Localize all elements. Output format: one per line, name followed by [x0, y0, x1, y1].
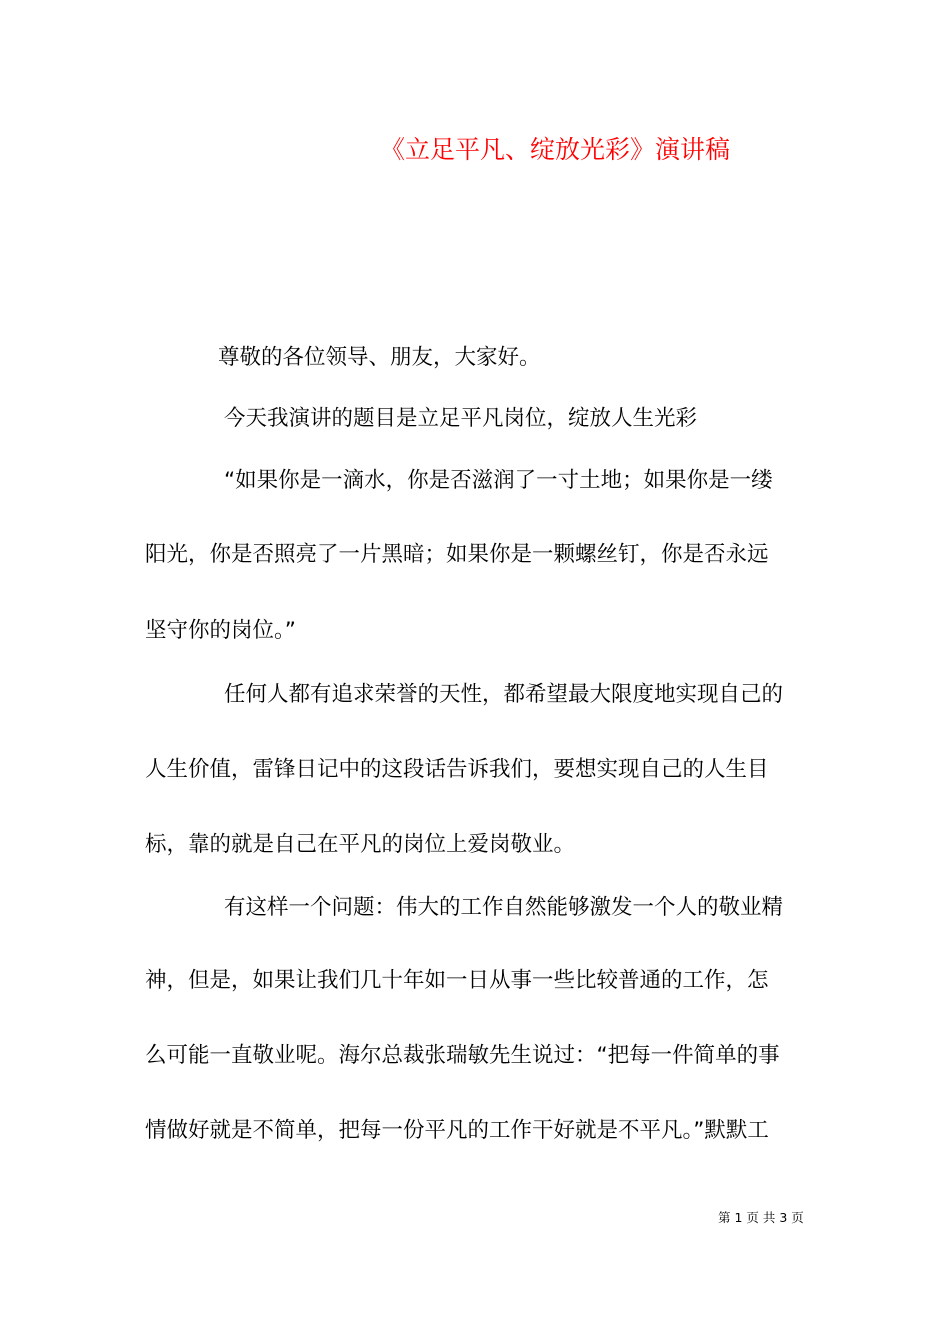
body-text-line: 情做好就是不简单，把每一份平凡的工作干好就是不平凡。”默默工 [145, 1118, 769, 1143]
document-title: 《立足平凡、绽放光彩》演讲稿 [379, 135, 730, 164]
body-text-line: 坚守你的岗位。” [145, 618, 296, 643]
body-text-line: 人生价值，雷锋日记中的这段话告诉我们，要想实现自己的人生目 [145, 757, 769, 782]
body-text-line: “如果你是一滴水，你是否滋润了一寸土地；如果你是一缕 [224, 468, 773, 493]
body-text-line: 标，靠的就是自己在平凡的岗位上爱岗敬业。 [145, 832, 576, 857]
body-text-line: 阳光，你是否照亮了一片黑暗；如果你是一颗螺丝钉，你是否永远 [145, 542, 769, 567]
topic-line: 今天我演讲的题目是立足平凡岗位，绽放人生光彩 [224, 406, 698, 431]
greeting-line: 尊敬的各位领导、朋友，大家好。 [218, 345, 541, 370]
page-number-footer: 第 1 页 共 3 页 [718, 1210, 804, 1225]
body-text-line: 任何人都有追求荣誉的天性，都希望最大限度地实现自己的 [224, 682, 784, 707]
body-text-line: 有这样一个问题：伟大的工作自然能够激发一个人的敬业精 [224, 895, 784, 920]
body-text-line: 么可能一直敬业呢。海尔总裁张瑞敏先生说过：“把每一件简单的事 [145, 1043, 780, 1068]
body-text-line: 神，但是，如果让我们几十年如一日从事一些比较普通的工作，怎 [145, 968, 769, 993]
